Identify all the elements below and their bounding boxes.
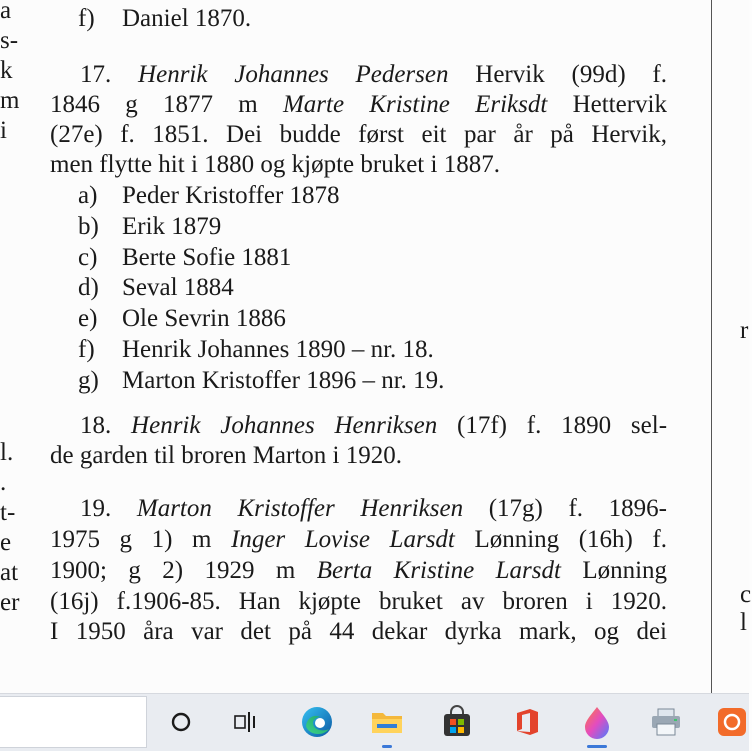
list-letter: b)	[78, 213, 99, 240]
left-column-fragment: t-	[0, 499, 16, 526]
list-text: Henrik Johannes 1890 – nr. 18.	[122, 336, 434, 363]
entry-text: (17f) f. 1890 sel-	[457, 412, 668, 439]
taskbar-search-box[interactable]	[0, 696, 147, 748]
list-item	[78, 4, 251, 34]
right-column-fragment: c	[740, 581, 752, 608]
person-name: Henrik Johannes Pedersen	[138, 61, 449, 88]
entry-number: 18.	[80, 412, 112, 439]
list-letter: f)	[78, 336, 95, 363]
entry-19-line-3	[50, 556, 667, 586]
circle-search-icon[interactable]	[161, 702, 201, 742]
entry-19-line-2	[50, 525, 667, 555]
list-letter: a)	[78, 182, 98, 209]
right-column-fragment: r	[740, 317, 749, 344]
list-text: Erik 1879	[122, 213, 222, 240]
list-letter: c)	[78, 244, 98, 271]
entry-18-line-2: de garden til broren Marton i 1920.	[50, 442, 402, 469]
list-item	[78, 273, 234, 303]
entry-number: 19.	[80, 495, 112, 522]
person-name: Henrik Johannes Henriksen	[131, 412, 438, 439]
entry-text: (17g) f. 1896-	[488, 495, 667, 522]
entry-17-line-3: (27e) f. 1851. Dei budde først eit par år på Hervik,	[50, 121, 667, 148]
left-column-fragment: e	[0, 529, 12, 556]
entry-17-line-4: men flytte hit i 1880 og kjøpte bruket i 1887.	[50, 151, 500, 178]
list-letter: f)	[78, 5, 95, 32]
left-column-fragment: m	[0, 87, 20, 114]
task-view-icon[interactable]	[226, 702, 266, 742]
list-item	[78, 335, 434, 365]
entry-19-line-5: I 1950 åra var det på 44 dekar dyrka mark, og dei	[50, 618, 667, 645]
office-icon[interactable]	[507, 702, 547, 742]
list-item	[78, 212, 221, 242]
list-letter: e)	[78, 305, 98, 332]
taskbar	[0, 693, 749, 751]
entry-text: 1975 g 1) m	[50, 526, 212, 553]
app-icon[interactable]	[712, 702, 752, 742]
left-column-fragment: .	[0, 469, 7, 496]
entry-text: 1846 g 1877 m	[50, 91, 258, 118]
left-column-fragment: s-	[0, 27, 19, 54]
list-text: Seval 1884	[122, 274, 234, 301]
list-letter: g)	[78, 367, 99, 394]
paint-icon[interactable]	[577, 702, 617, 742]
entry-19-line-1	[80, 494, 667, 524]
entry-text: Lønning	[582, 557, 668, 584]
person-name: Berta Kristine Larsdt	[316, 557, 561, 584]
store-icon[interactable]	[437, 702, 477, 742]
list-letter: d)	[78, 274, 99, 301]
person-name: Inger Lovise Larsdt	[231, 526, 455, 553]
right-column-fragment: l	[740, 609, 747, 636]
list-text: Peder Kristoffer 1878	[122, 182, 340, 209]
person-name: Marton Kristoffer Henriksen	[136, 495, 464, 522]
entry-text: Hettervik	[572, 91, 667, 118]
left-column-fragment: k	[0, 57, 13, 84]
list-item	[78, 304, 286, 334]
person-name: Marte Kristine Eriksdt	[282, 91, 548, 118]
file-explorer-icon[interactable]	[367, 702, 407, 742]
list-item	[78, 366, 444, 396]
list-item	[78, 243, 291, 273]
entry-text: Hervik (99d) f.	[475, 61, 668, 88]
edge-icon[interactable]	[297, 702, 337, 742]
running-indicator	[382, 745, 392, 748]
list-text: Berte Sofie 1881	[122, 244, 292, 271]
list-text: Daniel 1870.	[122, 5, 252, 32]
entry-number: 17.	[80, 61, 112, 88]
list-text: Marton Kristoffer 1896 – nr. 19.	[122, 367, 445, 394]
entry-19-line-4: (16j) f.1906-85. Han kjøpte bruket av broren i 1920.	[50, 588, 667, 615]
entry-18-line-1	[80, 411, 667, 441]
list-text: Ole Sevrin 1886	[122, 305, 286, 332]
left-column-fragment: a	[0, 0, 12, 24]
left-column-fragment: i	[0, 117, 7, 144]
left-column-fragment: l.	[0, 439, 14, 466]
entry-text: Lønning (16h) f.	[474, 526, 667, 553]
entry-17-line-2	[50, 90, 667, 120]
printer-icon[interactable]	[646, 702, 686, 742]
column-rule	[711, 0, 712, 693]
list-item	[78, 181, 340, 211]
entry-text: 1900; g 2) 1929 m	[50, 557, 296, 584]
active-indicator	[587, 745, 607, 748]
entry-17-line-1	[80, 60, 667, 90]
left-column-fragment: at	[0, 559, 19, 586]
left-column-fragment: er	[0, 589, 20, 616]
